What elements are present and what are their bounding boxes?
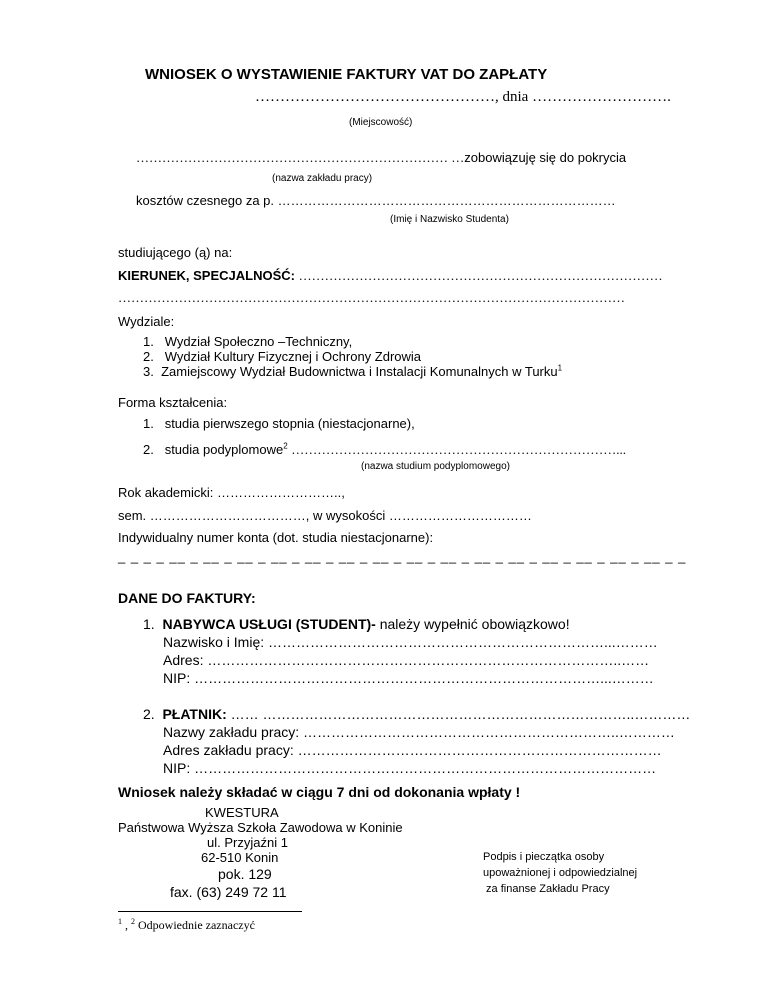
document-title: WNIOSEK O WYSTAWIENIE FAKTURY VAT DO ZAPŁATY (145, 66, 548, 83)
faculty-label: Wydziale: (118, 314, 175, 329)
payer-label: PŁATNIK: (162, 706, 227, 722)
workplace-caption: (nazwa zakładu pracy) (272, 173, 373, 184)
account-label: Indywidualny numer konta (dot. studia niestacjonarne): (118, 530, 434, 545)
faculty-number: 2. (143, 349, 154, 364)
academic-year-field[interactable]: Rok akademicki: ……………………….., (118, 485, 345, 500)
workplace-commitment-text: zobowiązuję się do pokrycia (464, 150, 627, 165)
form-item[interactable] (143, 416, 415, 431)
faculty-text: Wydział Społeczno –Techniczny, (164, 334, 353, 349)
faculty-item[interactable] (143, 334, 352, 349)
buyer-note: należy wypełnić obowiązkowo! (375, 616, 570, 632)
student-caption: (Imię i Nazwisko Studenta) (390, 214, 509, 225)
payer-nip-field[interactable]: NIP: ……………………………………………………………………………………… (163, 760, 657, 776)
place-caption: (Miejscowość) (349, 117, 413, 128)
footnote (118, 918, 255, 933)
footnote-ref: 2 (283, 441, 288, 451)
address-street: ul. Przyjaźni 1 (207, 835, 288, 850)
footnote-mark-1: 1 (118, 917, 122, 926)
kierunek-line (118, 268, 663, 284)
workplace-field[interactable]: ……………………………………………………………… … (136, 150, 465, 165)
payer-address-field[interactable]: Adres zakładu pracy: …………………………………………………………………… (163, 742, 662, 758)
signature-line-1: Podpis i pieczątka osoby (483, 851, 605, 863)
kierunek-field-2[interactable]: ……………………………………………………………………………………………………… (118, 290, 625, 305)
buyer-label: NABYWCA USŁUGI (STUDENT)- (162, 616, 376, 632)
payer-field[interactable]: …… ……………………………………………………………………..………… (226, 706, 691, 722)
form-label: Forma kształcenia: (118, 395, 228, 410)
footnote-mark-2: 2 (131, 917, 135, 926)
signature-line-3: za finanse Zakładu Pracy (483, 883, 610, 895)
form-number: 2. (143, 442, 154, 457)
address-city: 62-510 Konin (201, 850, 279, 865)
footnote-ref: 1 (557, 363, 563, 373)
buyer-heading (143, 616, 570, 632)
footnote-separator (118, 911, 302, 912)
account-number-field[interactable]: _ _ _ _ __ _ __ _ __ _ __ _ __ _ __ _ __ _ __ _ __ _ __ _ __ _ __ _ __ _ __ _ __ _ _ (118, 549, 687, 564)
payer-heading[interactable] (143, 706, 690, 722)
deadline-note: Wniosek należy składać w ciągu 7 dni od dokonania wpłaty ! (118, 784, 521, 800)
student-name-field[interactable]: kosztów czesnego za p. …………………………………………………………………… (136, 193, 616, 208)
form-text: studia pierwszego stopnia (niestacjonarne), (164, 416, 415, 431)
footnote-text: Odpowiednie zaznaczyć (135, 918, 255, 932)
form-text: studia podyplomowe (164, 442, 284, 457)
faculty-number: 3. (143, 364, 154, 379)
postgrad-field[interactable]: …………………………………………………………………... (291, 442, 627, 457)
payer-name-field[interactable]: Nazwy zakładu pracy: …………………………………………………………..………… (163, 724, 675, 740)
footnote-sep: , (122, 918, 131, 932)
faculty-text: Wydział Kultury Fizycznej i Ochrony Zdrowia (164, 349, 422, 364)
address-dept: KWESTURA (205, 805, 279, 820)
faculty-item[interactable] (143, 349, 421, 364)
studying-label: studiującego (ą) na: (118, 245, 233, 260)
form-item[interactable] (143, 442, 626, 458)
kierunek-field[interactable]: ………………………………………………………………………… (298, 268, 663, 283)
semester-field[interactable]: sem. ………………………………, w wysokości …………………………… (118, 508, 532, 523)
signature-line-2: upoważnionej i odpowiedzialnej (483, 867, 638, 879)
kierunek-label: KIERUNEK, SPECJALNOŚĆ: (118, 268, 295, 283)
payer-number: 2. (143, 706, 155, 722)
buyer-nip-field[interactable]: NIP: ……………………………………………………………………………...……… (163, 670, 654, 686)
address-room: pok. 129 (218, 866, 272, 882)
address-fax: fax. (63) 249 72 11 (170, 884, 287, 900)
faculty-item[interactable] (143, 364, 562, 379)
address-school: Państwowa Wyższa Szkoła Zawodowa w Koninie (118, 820, 403, 835)
form-number: 1. (143, 416, 154, 431)
postgrad-caption: (nazwa studium podyplomowego) (361, 461, 510, 472)
workplace-line (136, 150, 626, 166)
faculty-text: Zamiejscowy Wydział Budownictwa i Instalacji Komunalnych w Turku (161, 364, 558, 379)
buyer-name-field[interactable]: Nazwisko i Imię: ………………………………………………………………...……… (163, 634, 658, 650)
buyer-address-field[interactable]: Adres: ……………………………………………………………………………..…… (163, 652, 650, 668)
faculty-number: 1. (143, 334, 154, 349)
buyer-number: 1. (143, 616, 155, 632)
place-date-field[interactable]: …………………………………………, dnia ………………………. (255, 89, 671, 105)
invoice-heading: DANE DO FAKTURY: (118, 590, 256, 606)
